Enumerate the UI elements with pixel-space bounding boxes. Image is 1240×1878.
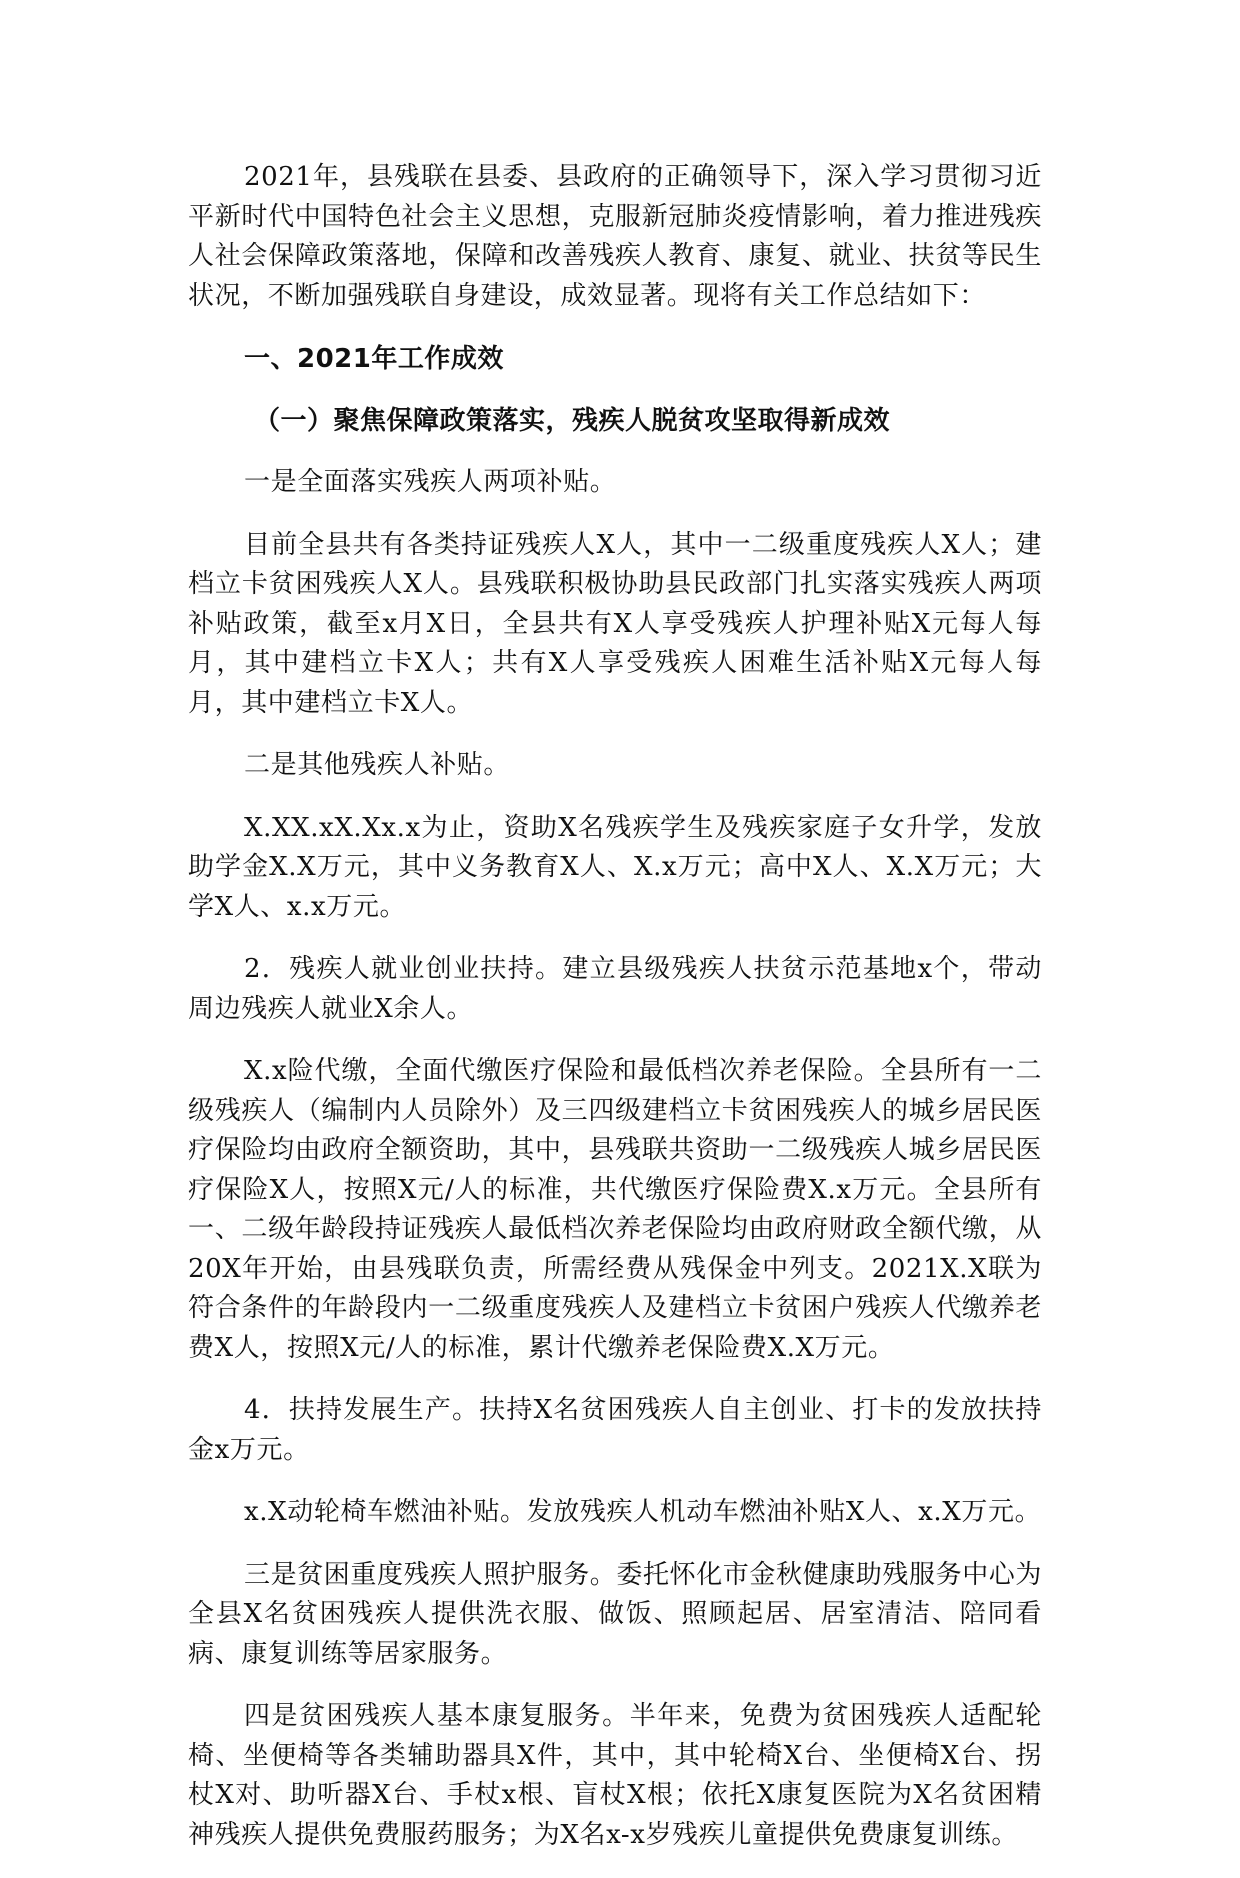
paragraph-2: 目前全县共有各类持证残疾人X人，其中一二级重度残疾人X人；建档立卡贫困残疾人X人。县残联积极协助县民政部门扎实落实残疾人两项补贴政策，截至x月X日，全县共有X人享受残疾人护理补贴X元每人每月，其中建档立卡X人；共有X人享受残疾人困难生活补贴X元每人每月，其中建档立卡X人。	[188, 529, 1042, 718]
paragraph-7: 4．扶持发展生产。扶持X名贫困残疾人自主创业、打卡的发放扶持金x万元。	[188, 1395, 1042, 1465]
paragraph-5: 2．残疾人就业创业扶持。建立县级残疾人扶贫示范基地x个，带动周边残疾人就业X余人。	[188, 954, 1042, 1024]
intro-paragraph: 2021年，县残联在县委、县政府的正确领导下，深入学习贯彻习近平新时代中国特色社会主义思想，克服新冠肺炎疫情影响，着力推进残疾人社会保障政策落地，保障和改善残疾人教育、康复、就业、扶贫等民生状况，不断加强残联自身建设，成效显著。现将有关工作总结如下：	[188, 162, 1042, 311]
paragraph-9: 三是贫困重度残疾人照护服务。委托怀化市金秋健康助残服务中心为全县X名贫困残疾人提供洗衣服、做饭、照顾起居、居室清洁、陪同看病、康复训练等居家服务。	[188, 1559, 1043, 1669]
paragraph-6: X.x险代缴，全面代缴医疗保险和最低档次养老保险。全县所有一二级残疾人（编制内人员除外）及三四级建档立卡贫困残疾人的城乡居民医疗保险均由政府全额资助，其中，县残联共资助一二级残疾人城乡居民医疗保险X人，按照X元/人的标准，共代缴医疗保险费X.x万元。全县所有一、二级年龄段持证残疾人最低档次养老保险均由政府财政全额代缴，从20X年开始，由县残联负责，所需经费从残保金中列支。2021X.X联为符合条件的年龄段内一二级重度残疾人及建档立卡贫困户残疾人代缴养老费X人，按照X元/人的标准，累计代缴养老保险费X.X万元。	[188, 1056, 1042, 1363]
paragraph-4: X.XX.xX.Xx.x为止，资助X名残疾学生及残疾家庭子女升学，发放助学金X.X万元，其中义务教育X人、X.x万元；高中X人、X.X万元；大学X人、x.x万元。	[188, 812, 1042, 922]
section-heading: 一、2021年工作成效	[244, 344, 504, 374]
paragraph-3: 二是其他残疾人补贴。	[244, 750, 511, 780]
paragraph-8: x.X动轮椅车燃油补贴。发放残疾人机动车燃油补贴X人、x.X万元。	[244, 1497, 1042, 1527]
paragraph-10: 四是贫困残疾人基本康复服务。半年来，免费为贫困残疾人适配轮椅、坐便椅等各类辅助器具X件，其中，其中轮椅X台、坐便椅X台、拐杖X对、助听器X台、手杖x根、盲杖X根；依托X康复医院为X名贫困精神残疾人提供免费服药服务；为X名x-x岁残疾儿童提供免费康复训练。	[188, 1701, 1042, 1850]
paragraph-1: 一是全面落实残疾人两项补贴。	[244, 467, 617, 497]
subsection-heading: （一）聚焦保障政策落实，残疾人脱贫攻坚取得新成效	[254, 406, 891, 436]
document-body	[188, 158, 1042, 1878]
